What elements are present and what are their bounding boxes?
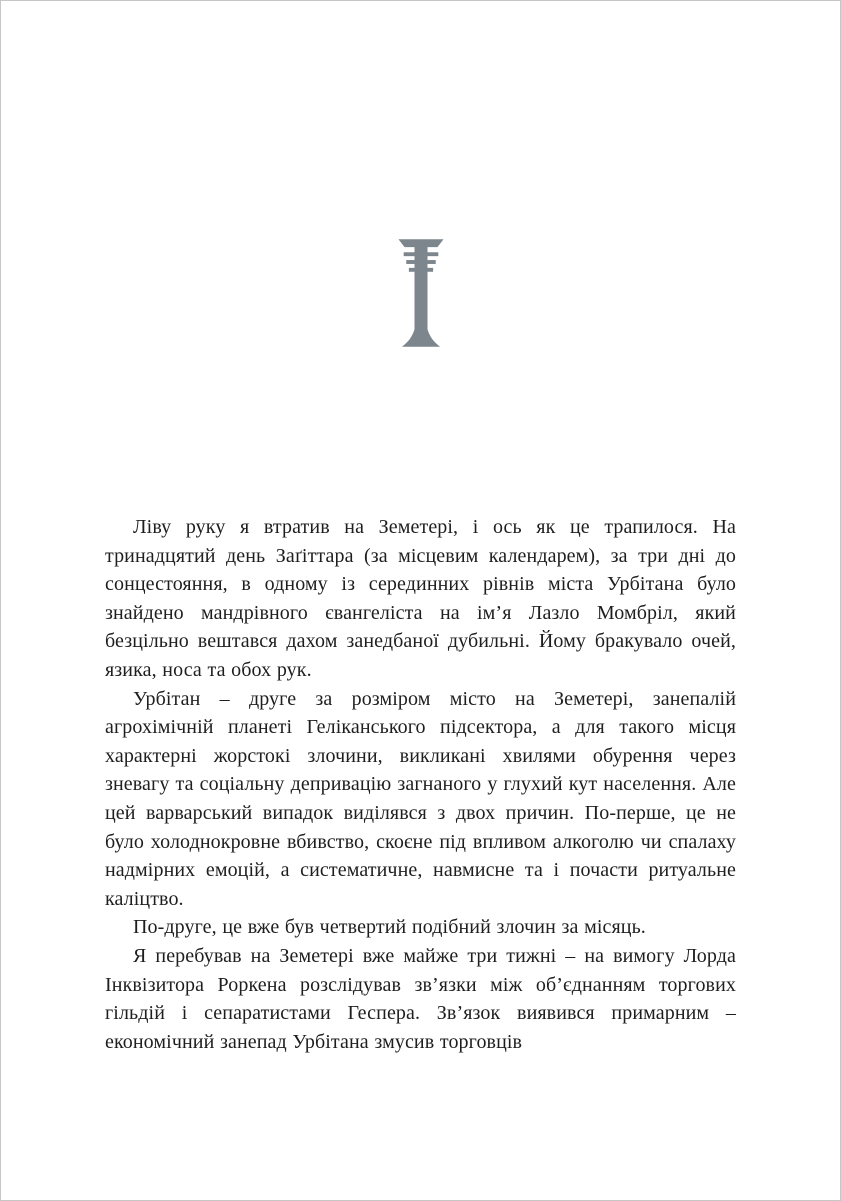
paragraph: Я перебував на Земетері вже майже три тижні – на вимогу Лорда Інквізитора Роркена розслідував зв’язки між об’єднанням торгових гільдій і сепаратистами Геспера. Зв’язок виявився примарним – економічний занепад Урбітана змусив торговців bbox=[105, 944, 736, 1053]
body-text bbox=[105, 513, 736, 1056]
paragraph: По-друге, це вже був четвертий подібний злочин за місяць. bbox=[133, 916, 646, 939]
paragraph: Ліву руку я втратив на Земетері, і ось як це трапилося. На тринадцятий день Заґіттара (за місцевим календарем), за три дні до сонцестояння, в одному із серединних рівнів міста Урбітана було знайдено мандрівного євангеліста на ім’я Лазло Момбріл, який безцільно вештався дахом занедбаної дубильні. Йому бракувало очей, язика, носа та обох рук. bbox=[105, 516, 736, 681]
chapter-heading bbox=[1, 239, 840, 347]
chapter-one-numeral-icon bbox=[395, 239, 447, 347]
paragraph: Урбітан – друге за розміром місто на Земетері, занепалій агрохімічній планеті Геліканського підсектора, а для такого місця характерні жорстокі злочини, викликані хвилями обурення через зневагу та соціальну депривацію загнаного у глухий кут населення. Але цей варварський випадок виділявся з двох причин. По-перше, це не було холоднокровне вбивство, скоєне під впливом алкоголю чи спалаху надмірних емоцій, а систематичне, навмисне та і почасти ритуальне каліцтво. bbox=[105, 687, 736, 910]
